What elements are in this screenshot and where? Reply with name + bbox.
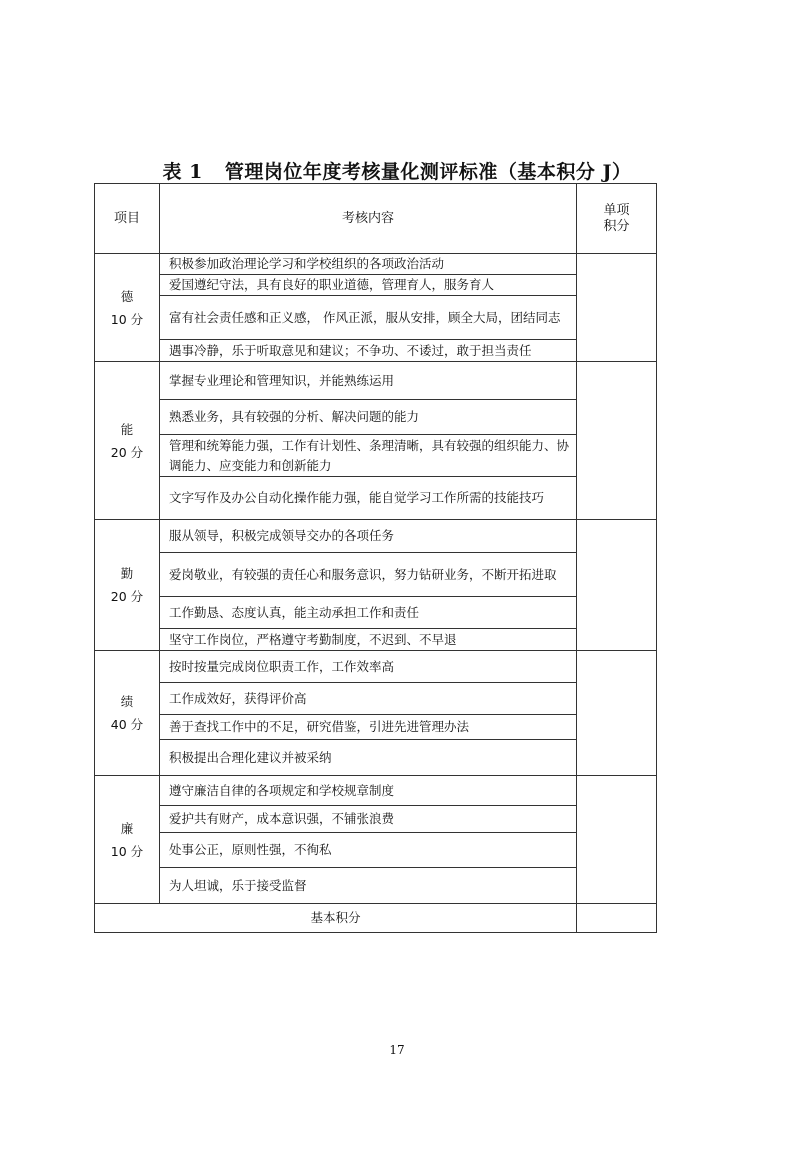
table-row	[95, 715, 657, 740]
category-name: 绩	[120, 694, 134, 709]
criterion-item: 为人坦诚，乐于接受监督	[160, 868, 577, 904]
header-content: 考核内容	[160, 184, 577, 254]
criterion-item: 遇事冷静，乐于听取意见和建议；不争功、不诿过，敢于担当责任	[160, 340, 577, 362]
criterion-item: 工作成效好，获得评价高	[160, 683, 577, 715]
table-row	[95, 806, 657, 833]
header-score	[577, 184, 657, 254]
score-cell-lian	[577, 776, 657, 904]
criterion-item: 善于查找工作中的不足，研究借鉴，引进先进管理办法	[160, 715, 577, 740]
criterion-item: 文字写作及办公自动化操作能力强，能自觉学习工作所需的技能技巧	[160, 477, 577, 520]
criterion-item: 爱护共有财产，成本意识强，不铺张浪费	[160, 806, 577, 833]
category-cell-lian	[95, 776, 160, 904]
table-row	[95, 629, 657, 651]
criterion-item: 处事公正，原则性强，不徇私	[160, 833, 577, 868]
table-row	[95, 683, 657, 715]
assessment-table	[94, 183, 657, 933]
category-name: 能	[120, 421, 134, 437]
table-row	[95, 400, 657, 435]
category-name: 勤	[120, 566, 134, 581]
criterion-item: 服从领导，积极完成领导交办的各项任务	[160, 520, 577, 553]
table-row	[95, 435, 657, 477]
header-row	[95, 184, 657, 254]
header-item: 项目	[95, 184, 160, 254]
criterion-item: 富有社会责任感和正义感， 作风正派，服从安排，顾全大局，团结同志	[160, 296, 577, 340]
category-points: 40 分	[110, 717, 144, 732]
category-points: 10 分	[110, 843, 144, 859]
score-cell-neng	[577, 362, 657, 520]
header-score-line2: 积分	[603, 218, 630, 234]
category-cell-neng	[95, 362, 160, 520]
header-score-line1: 单项	[603, 202, 630, 218]
footer-score-cell	[577, 904, 657, 933]
table-row	[95, 651, 657, 683]
category-name: 廉	[120, 820, 134, 836]
table-row	[95, 597, 657, 629]
table-row	[95, 740, 657, 776]
table-row	[95, 776, 657, 806]
criterion-item: 遵守廉洁自律的各项规定和学校规章制度	[160, 776, 577, 806]
table-row	[95, 362, 657, 400]
criterion-item: 积极提出合理化建议并被采纳	[160, 740, 577, 776]
table-row	[95, 868, 657, 904]
table-row	[95, 553, 657, 597]
criterion-item: 掌握专业理论和管理知识，并能熟练运用	[160, 362, 577, 400]
criterion-item: 爱国遵纪守法，具有良好的职业道德，管理育人，服务育人	[160, 275, 577, 296]
criterion-item: 按时按量完成岗位职责工作，工作效率高	[160, 651, 577, 683]
criterion-item: 工作勤恳、态度认真，能主动承担工作和责任	[160, 597, 577, 629]
criterion-item: 熟悉业务，具有较强的分析、解决问题的能力	[160, 400, 577, 435]
category-cell-de	[95, 254, 160, 362]
category-cell-ji	[95, 651, 160, 776]
table-row	[95, 254, 657, 275]
table-row	[95, 340, 657, 362]
table-number: 表 1	[162, 161, 203, 183]
category-points: 20 分	[110, 444, 144, 460]
table-row	[95, 296, 657, 340]
footer-row	[95, 904, 657, 933]
score-cell-ji	[577, 651, 657, 776]
score-cell-de	[577, 254, 657, 362]
criterion-item: 爱岗敬业，有较强的责任心和服务意识，努力钻研业务，不断开拓进取	[160, 553, 577, 597]
category-cell-qin	[95, 520, 160, 651]
table-row	[95, 833, 657, 868]
category-points: 20 分	[110, 589, 144, 604]
table-row	[95, 477, 657, 520]
footer-label: 基本积分	[95, 904, 577, 933]
table-row	[95, 520, 657, 553]
criterion-item: 坚守工作岗位，严格遵守考勤制度，不迟到、不早退	[160, 629, 577, 651]
criterion-item: 管理和统筹能力强，工作有计划性、条理清晰，具有较强的组织能力、协调能力、应变能力和创新能力	[160, 435, 577, 477]
page-number: 17	[389, 1043, 405, 1057]
table-title-text: 管理岗位年度考核量化测评标准（基本积分 J）	[224, 161, 632, 183]
category-points: 10 分	[110, 311, 144, 327]
score-cell-qin	[577, 520, 657, 651]
table-row	[95, 275, 657, 296]
table-title	[0, 157, 794, 184]
category-name: 德	[120, 288, 134, 304]
criterion-item: 积极参加政治理论学习和学校组织的各项政治活动	[160, 254, 577, 275]
